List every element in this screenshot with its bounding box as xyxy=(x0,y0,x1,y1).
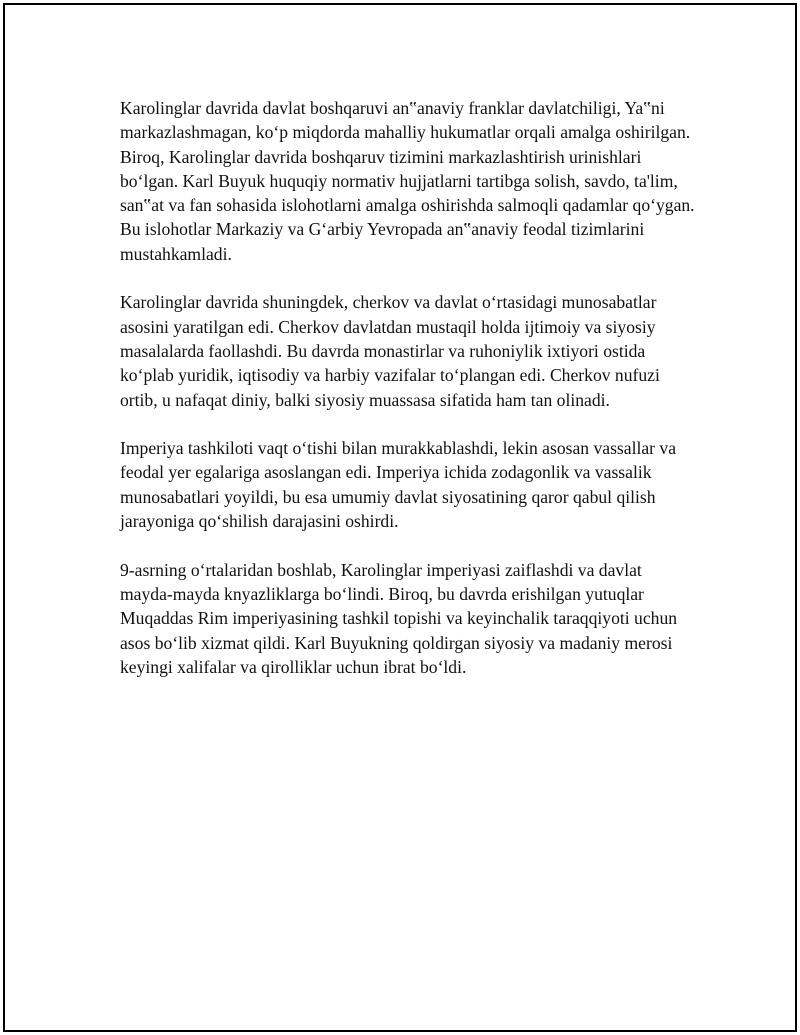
paragraph-2: Karolinglar davrida shuningdek, cherkov va davlat o‘rtasidagi munosabatlar asosini yaratilgan edi. Cherkov davlatdan mustaqil holda ijtimoiy va siyosiy masalalarda faollashdi. Bu davrda monastirlar va ruhoniylik ixtiyori ostida ko‘plab yuridik, iqtisodiy va harbiy vazifalar to‘plangan edi. Cherkov nufuzi ortib, u nafaqat diniy, balki siyosiy muassasa sifatida ham tan olinadi. xyxy=(120,292,660,410)
document-page xyxy=(3,3,797,1032)
paragraph-4: 9-asrning o‘rtalaridan boshlab, Karolinglar imperiyasi zaiflashdi va davlat mayda-mayda knyazliklarga bo‘lindi. Biroq, bu davrda erishilgan yutuqlar Muqaddas Rim imperiyasining tashkil topishi va keyinchalik taraqqiyoti uchun asos bo‘lib xizmat qildi. Karl Buyukning qoldirgan siyosiy va madaniy merosi keyingi xalifalar va qirolliklar uchun ibrat bo‘ldi. xyxy=(120,559,678,677)
document-body xyxy=(120,96,695,703)
paragraph-1: Karolinglar davrida davlat boshqaruvi an‟anaviy franklar davlatchiligi, Ya‟ni markazlashmagan, ko‘p miqdorda mahalliy hukumatlar orqali amalga oshirilgan. Biroq, Karolinglar davrida boshqaruv tizimini markazlashtirish urinishlari bo‘lgan. Karl Buyuk huquqiy normativ hujjatlarni tartibga solish, savdo, ta'lim, san‟at va fan sohasida islohotlarni amalga oshirishda salmoqli qadamlar qo‘ygan. Bu islohotlar Markaziy va G‘arbiy Yevropada an‟anaviy feodal tizimlarini mustahkamladi. xyxy=(120,98,695,264)
paragraph-3: Imperiya tashkiloti vaqt o‘tishi bilan murakkablashdi, lekin asosan vassallar va feodal yer egalariga asoslangan edi. Imperiya ichida zodagonlik va vassalik munosabatlari yoyildi, bu esa umumiy davlat siyosatining qaror qabul qilish jarayoniga qo‘shilish darajasini oshirdi. xyxy=(120,438,677,532)
